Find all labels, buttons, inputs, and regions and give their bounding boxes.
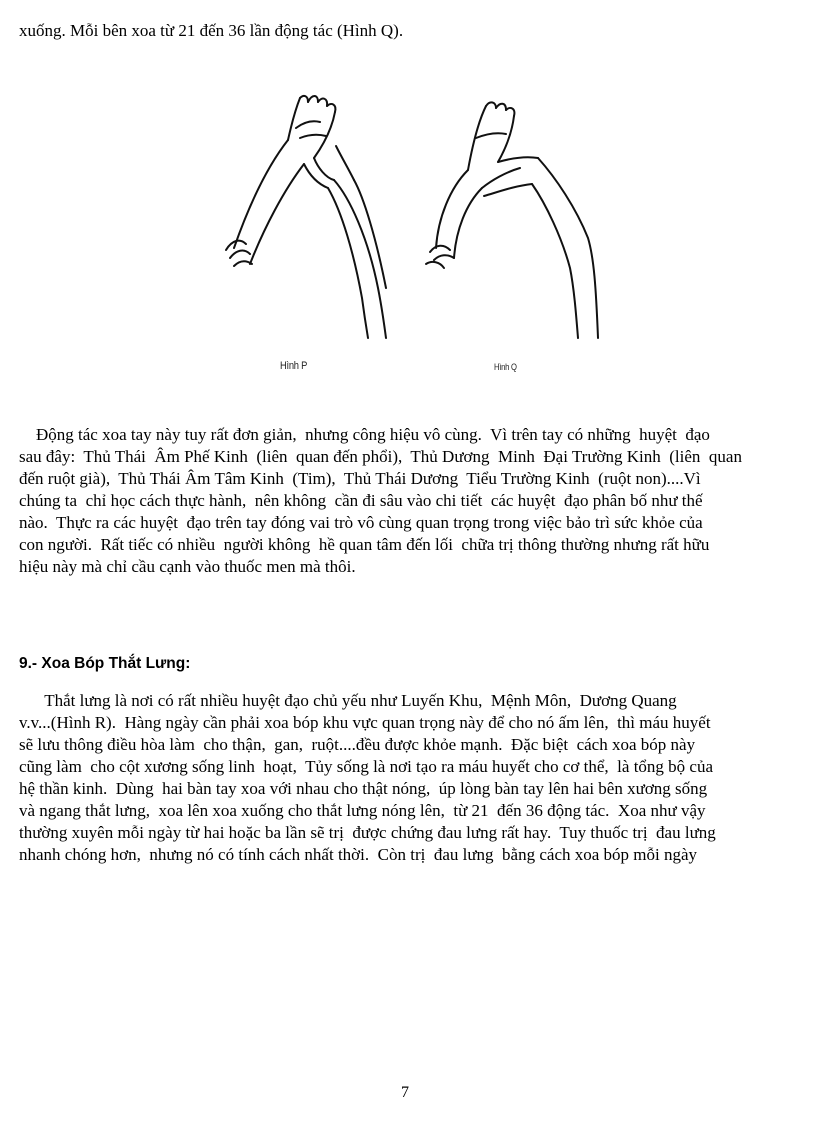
figure-q-arms [426,102,598,338]
paragraph-line: sau đây: Thủ Thái Âm Phế Kinh (liên quan đến phổi), Thủ Dương Minh Đại Trường Kinh (liên quan [19,447,742,466]
paragraph-line: nhanh chóng hơn, nhưng nó có tính cách nhất thời. Còn trị đau lưng bằng cách xoa bóp mỗi ngày [19,845,698,864]
paragraph-line: đến ruột già), Thủ Thái Âm Tâm Kinh (Tim), Thủ Thái Dương Tiểu Trường Kinh (ruột non)....Vì [19,469,701,488]
figure-p-arms [226,96,386,338]
paragraph-line: v.v...(Hình R). Hàng ngày cần phải xoa bóp khu vực quan trọng này để cho nó ấm lên, thì máu huyết [19,713,711,732]
paragraph-line: cũng làm cho cột xương sống linh hoạt, Tủy sống là nơi tạo ra máu huyết cho cơ thể, là tổng bộ của [19,757,714,776]
hand-rubbing-illustration [200,88,620,388]
paragraph-hand-rubbing [19,424,797,578]
figure-p-caption: Hình P [280,360,308,372]
section-heading: 9.- Xoa Bóp Thắt Lưng: [19,655,191,672]
paragraph-line: Động tác xoa tay này tuy rất đơn giản, nhưng công hiệu vô cùng. Vì trên tay có những huyệt đạo [19,425,710,444]
paragraph-line: hiệu này mà chỉ cầu cạnh vào thuốc men mà thôi. [19,557,356,576]
continued-text-line: xuống. Mỗi bên xoa từ 21 đến 36 lần động tác (Hình Q). [19,21,404,40]
paragraph-line: sẽ lưu thông điều hòa làm cho thận, gan, ruột....đều được khỏe mạnh. Đặc biệt cách xoa bóp này [19,735,696,754]
paragraph-line: Thắt lưng là nơi có rất nhiều huyệt đạo chủ yếu như Luyến Khu, Mệnh Môn, Dương Quang [19,691,677,710]
paragraph-line: chúng ta chỉ học cách thực hành, nên không cần đi sâu vào chi tiết các huyệt đạo phân bố như thế [19,491,703,510]
paragraph-line: và ngang thắt lưng, xoa lên xoa xuống cho thắt lưng nóng lên, từ 21 đến 36 động tác. Xoa như vậy [19,801,706,820]
paragraph-waist-massage [19,690,797,866]
page-number: 7 [401,1084,409,1101]
paragraph-line: hệ thần kinh. Dùng hai bàn tay xoa với nhau cho thật nóng, úp lòng bàn tay lên hai bên xương sống [19,779,708,798]
paragraph-line: nào. Thực ra các huyệt đạo trên tay đóng vai trò vô cùng quan trọng trong việc bảo trì sức khỏe của [19,513,703,532]
paragraph-line: thường xuyên mỗi ngày từ hai hoặc ba lần sẽ trị được chứng đau lưng rất hay. Tuy thuốc trị đau lưng [19,823,716,842]
figure-q-caption: Hình Q [494,362,517,372]
paragraph-line: con người. Rất tiếc có nhiều người không hề quan tâm đến lối chữa trị thông thường nhưng rất hữu [19,535,710,554]
hand-rubbing-drawing [200,88,620,388]
